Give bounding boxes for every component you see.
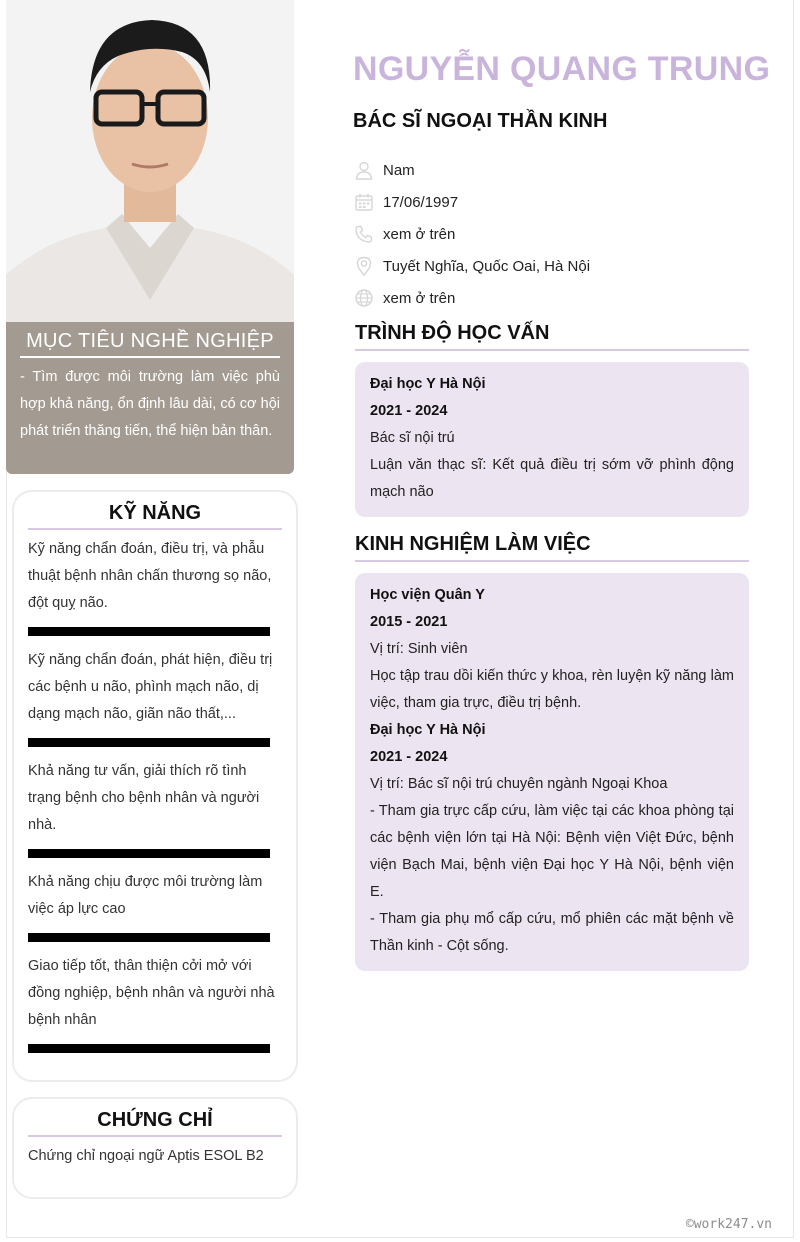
experience-period: 2015 - 2021 [370, 614, 448, 630]
user-icon [353, 159, 375, 181]
skills-title: KỸ NĂNG [28, 502, 282, 530]
experience-box [355, 573, 749, 971]
experience-period: 2021 - 2024 [370, 749, 448, 765]
watermark: ©work247.vn [685, 1217, 772, 1232]
skill-text: Kỹ năng chẩn đoán, phát hiện, điều trị các bệnh u não, phình mạch não, dị dạng mạch não, giãn não thất,... [28, 652, 273, 722]
experience-org: Đại học Y Hà Nội [370, 722, 486, 738]
full-name: NGUYỄN QUANG TRUNG [353, 50, 771, 88]
skill-level-bar [28, 627, 270, 636]
contact-birthdate [353, 186, 753, 218]
education-box [355, 362, 749, 517]
job-title: BÁC SĨ NGOẠI THẦN KINH [353, 110, 608, 132]
skill-item [28, 953, 282, 1053]
skill-text: Khả năng tư vấn, giải thích rõ tình trạng bệnh cho bệnh nhân và người nhà. [28, 763, 260, 833]
skill-level-bar [28, 738, 270, 747]
skill-item [28, 536, 282, 636]
contact-value: xem ở trên [383, 289, 456, 307]
contact-value: 17/06/1997 [383, 193, 459, 211]
contact-address [353, 250, 753, 282]
skills-section [12, 490, 298, 1082]
phone-icon [353, 223, 375, 245]
education-period: 2021 - 2024 [370, 403, 448, 419]
skill-level-bar [28, 849, 270, 858]
skill-item [28, 758, 282, 858]
contact-value: Nam [383, 161, 415, 179]
contact-gender [353, 154, 753, 186]
skill-level-bar [28, 1044, 270, 1053]
profile-photo [6, 0, 294, 322]
education-degree: Bác sĩ nội trú [370, 430, 455, 446]
experience-detail: - Tham gia phụ mổ cấp cứu, mổ phiên các mặt bệnh về Thần kinh - Cột sống. [370, 911, 734, 954]
career-objective-text: - Tìm được môi trường làm việc phù hợp khả năng, ổn định lâu dài, có cơ hội phát triển thăng tiến, thể hiện bản thân. [20, 369, 280, 439]
career-objective-title: MỤC TIÊU NGHỀ NGHIỆP [20, 330, 280, 358]
experience-position: Vị trí: Bác sĩ nội trú chuyên ngành Ngoại Khoa [370, 776, 668, 792]
skill-item [28, 869, 282, 942]
experience-detail: Học tập trau dồi kiến thức y khoa, rèn luyện kỹ năng làm việc, tham gia trực, điều trị bệnh. [370, 668, 734, 711]
career-objective-section [6, 322, 294, 474]
contact-phone [353, 218, 753, 250]
certificate-item: Chứng chỉ ngoại ngữ Aptis ESOL B2 [28, 1148, 264, 1164]
location-icon [353, 255, 375, 277]
contact-value: Tuyết Nghĩa, Quốc Oai, Hà Nội [383, 257, 591, 275]
certificates-title: CHỨNG CHỈ [28, 1109, 282, 1137]
skill-text: Khả năng chịu được môi trường làm việc áp lực cao [28, 874, 263, 917]
experience-org: Học viện Quân Y [370, 587, 485, 603]
contact-value: xem ở trên [383, 225, 456, 243]
calendar-icon [353, 191, 375, 213]
experience-detail: - Tham gia trực cấp cứu, làm việc tại các khoa phòng tại các bệnh viện lớn tại Hà Nội: Bệnh viện Việt Đức, bệnh viện Bạch Mai, bệnh viện Đại học Y Hà Nội, bệnh viện E. [370, 803, 734, 900]
education-title: TRÌNH ĐỘ HỌC VẤN [355, 322, 749, 351]
skill-text: Kỹ năng chẩn đoán, điều trị, và phẫu thuật bệnh nhân chấn thương sọ não, đột quỵ não. [28, 541, 272, 611]
contact-info [353, 154, 753, 314]
experience-position: Vị trí: Sinh viên [370, 641, 468, 657]
education-school: Đại học Y Hà Nội [370, 376, 486, 392]
globe-icon [353, 287, 375, 309]
skill-item [28, 647, 282, 747]
contact-website [353, 282, 753, 314]
certificates-section [12, 1097, 298, 1199]
experience-title: KINH NGHIỆM LÀM VIỆC [355, 533, 749, 562]
skill-level-bar [28, 933, 270, 942]
education-thesis: Luận văn thạc sĩ: Kết quả điều trị sớm vỡ phình động mạch não [370, 457, 734, 500]
skill-text: Giao tiếp tốt, thân thiện cởi mở với đồng nghiệp, bệnh nhân và người nhà bệnh nhân [28, 958, 275, 1028]
